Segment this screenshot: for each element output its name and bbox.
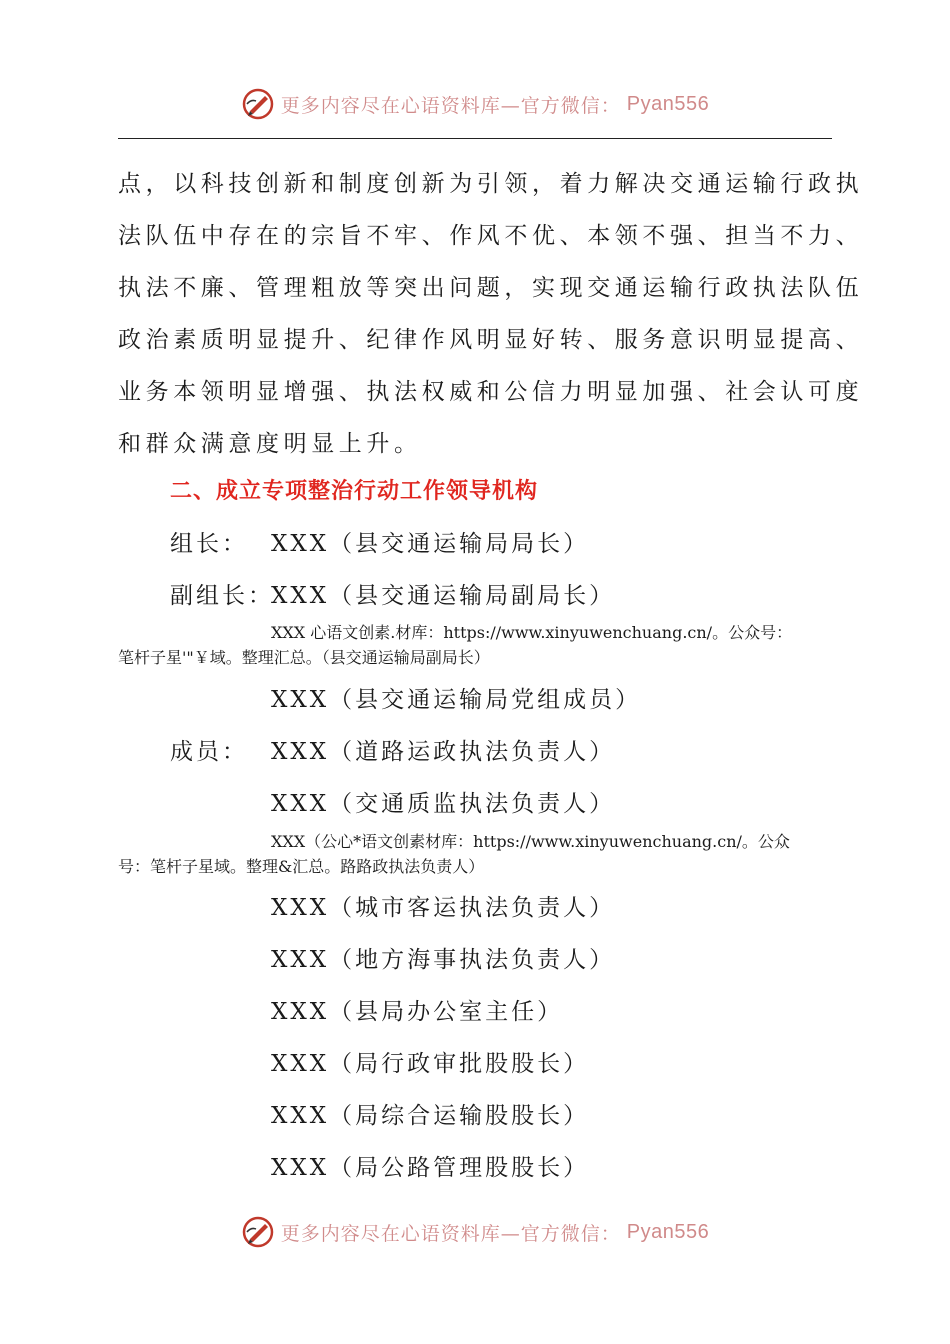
- body-paragraph: [118, 158, 864, 470]
- note-line: XXX 心语文创素.材库：https://www.xinyuwenchuang.cn/。公众号：: [271, 623, 793, 642]
- roster-row: [0, 1096, 950, 1136]
- roster-entry: XXX（道路运政执法负责人）: [271, 739, 616, 765]
- banner-text: 更多内容尽在心语资料库—官方微信：: [280, 94, 621, 117]
- role-label-deputy: 副组长：: [170, 583, 274, 609]
- pen-logo-icon: [241, 1215, 275, 1249]
- roster-row: [0, 992, 950, 1032]
- roster-entry: XXX（局公路管理股股长）: [271, 1155, 590, 1181]
- roster-row-members: [0, 732, 950, 772]
- paragraph-line: 和群众满意度明显上升。: [118, 431, 422, 457]
- page-header-banner: [0, 84, 950, 124]
- paragraph-line: 政治素质明显提升、纪律作风明显好转、服务意识明显提高、: [118, 327, 864, 353]
- roster-entry: XXX（地方海事执法负责人）: [271, 947, 616, 973]
- roster-entry: XXX（县交通运输局副局长）: [271, 583, 616, 609]
- paragraph-line: 点，以科技创新和制度创新为引领，着力解决交通运输行政执: [118, 171, 864, 197]
- paragraph-line: 业务本领明显增强、执法权威和公信力明显加强、社会认可度: [118, 379, 864, 405]
- roster-row: [0, 680, 950, 720]
- roster-entry: XXX（县交通运输局党组成员）: [271, 687, 642, 713]
- roster-row-deputy: [0, 576, 950, 616]
- note-line: 笔杆子星'"￥域。整理汇总。（县交通运输局副局长）: [118, 648, 490, 667]
- banner-text: 更多内容尽在心语资料库—官方微信：: [280, 1222, 621, 1245]
- roster-entry: XXX（县局办公室主任）: [271, 999, 564, 1025]
- paragraph-line: 法队伍中存在的宗旨不牢、作风不优、本领不强、担当不力、: [118, 223, 864, 249]
- roster-entry: XXX（局行政审批股股长）: [271, 1051, 590, 1077]
- banner-wechat-id: Pyan556: [626, 92, 710, 115]
- roster-row: [0, 784, 950, 824]
- note-line: 号：笔杆子星域。整理&汇总。路路政执法负责人）: [118, 857, 485, 876]
- roster-entry: XXX（县交通运输局局长）: [271, 531, 590, 557]
- paragraph-line: 执法不廉、管理粗放等突出问题，实现交通运输行政执法队伍: [118, 275, 864, 301]
- roster-entry: XXX（城市客运执法负责人）: [271, 895, 616, 921]
- roster-row: [0, 940, 950, 980]
- roster-entry: XXX（交通质监执法负责人）: [271, 791, 616, 817]
- section-heading: 二、成立专项整治行动工作领导机构: [170, 479, 539, 504]
- roster-row: [0, 888, 950, 928]
- role-label-leader: 组长：: [170, 531, 248, 557]
- pen-logo-icon: [241, 87, 275, 121]
- note-line: XXX（公心*语文创素材库：https://www.xinyuwenchuang.cn/。公众: [271, 832, 790, 851]
- role-label-members: 成员：: [170, 739, 248, 765]
- roster-row: [0, 1148, 950, 1188]
- roster-entry: XXX（局综合运输股股长）: [271, 1103, 590, 1129]
- roster-row: [0, 1044, 950, 1084]
- page-footer-banner: [0, 1212, 950, 1252]
- watermark-note: [118, 829, 832, 879]
- watermark-note: [118, 620, 832, 670]
- banner-wechat-id: Pyan556: [626, 1220, 710, 1243]
- roster-row-leader: [0, 524, 950, 564]
- header-divider: [118, 138, 832, 139]
